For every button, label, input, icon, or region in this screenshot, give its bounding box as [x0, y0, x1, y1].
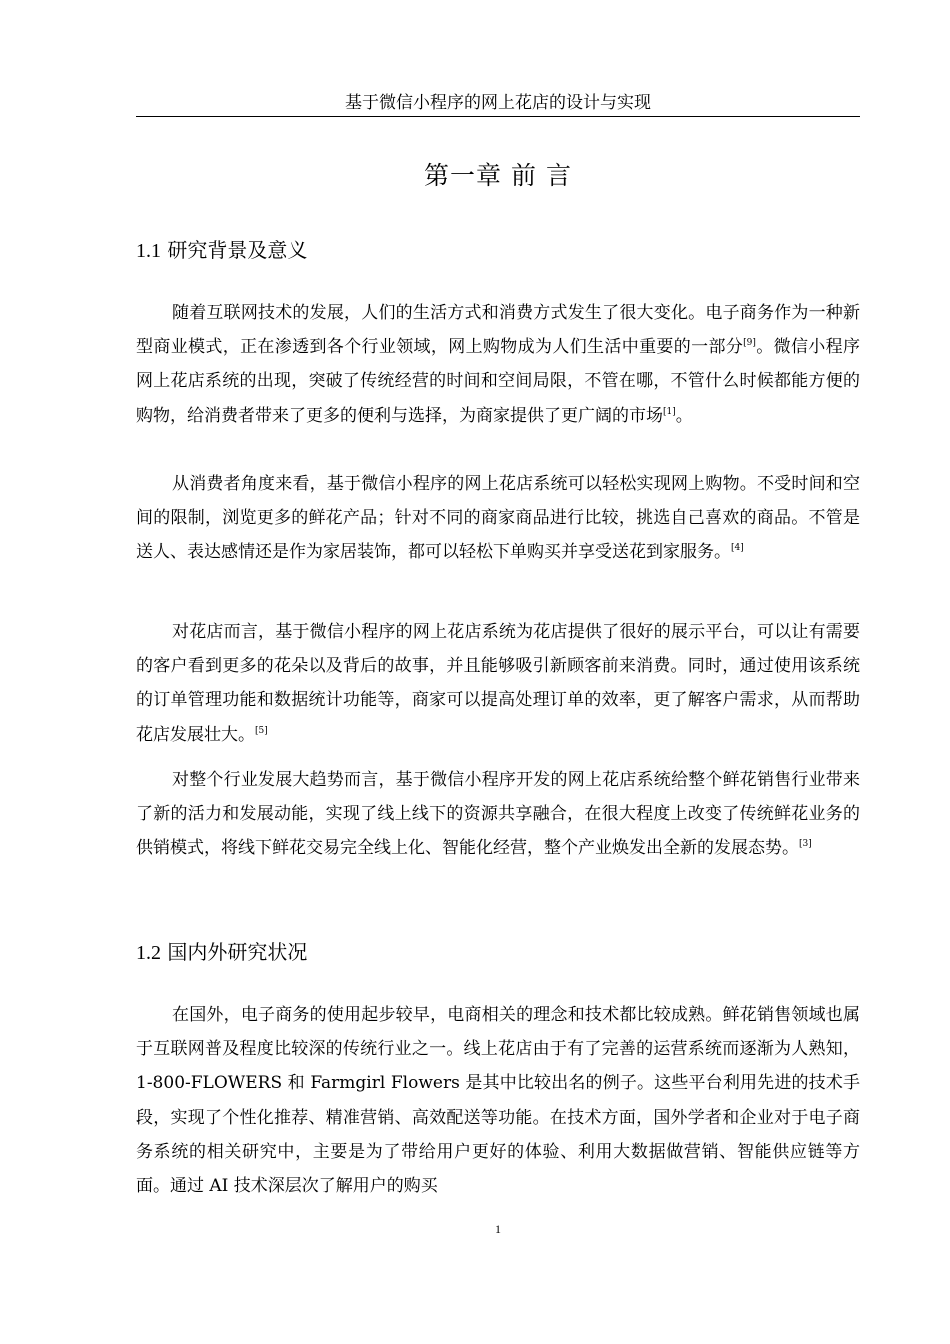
body-paragraph [136, 296, 860, 433]
paragraph-text: 在国外，电子商务的使用起步较早，电商相关的理念和技术都比较成熟。鲜花销售领域也属于互联网普及程度比较深的传统行业之一。线上花店由于有了完善的运营系统而逐渐为人熟知，1-800-FLOWERS 和 Farmgirl Flowers 是其中比较出名的例子。这些平台利用先进的技术手段，实现了个性化推荐、精准营销、高效配送等功能。在技术方面，国外学者和企业对于电子商务系统的相关研究中，主要是为了带给用户更好的体验、利用大数据做营销、智能供应链等方面。通过 AI 技术深层次了解用户的购买 [136, 1005, 860, 1197]
paragraph-text: 对整个行业发展大趋势而言，基于微信小程序开发的网上花店系统给整个鲜花销售行业带来了新的活力和发展动能，实现了线上线下的资源共享融合，在很大程度上改变了传统鲜花业务的供销模式，将线下鲜花交易完全线上化、智能化经营，整个产业焕发出全新的发展态势。 [136, 770, 860, 859]
running-header: 基于微信小程序的网上花店的设计与实现 [136, 92, 860, 117]
citation: [5] [255, 725, 268, 736]
citation: [4] [731, 543, 744, 554]
section-heading-1-1 [136, 236, 860, 265]
section-number: 1.1 [136, 240, 161, 262]
citation: [1] [663, 406, 676, 417]
body-paragraph [136, 467, 860, 570]
paragraph-text: 从消费者角度来看，基于微信小程序的网上花店系统可以轻松实现网上购物。不受时间和空间的限制，浏览更多的鲜花产品；针对不同的商家商品进行比较，挑选自己喜欢的商品。不管是送人、表达感情还是作为家居装饰，都可以轻松下单购买并享受送花到家服务。 [136, 474, 860, 563]
paragraph-text: 。 [675, 405, 693, 426]
paragraph-text: 对花店而言，基于微信小程序的网上花店系统为花店提供了很好的展示平台，可以让有需要的客户看到更多的花朵以及背后的故事，并且能够吸引新顾客前来消费。同时，通过使用该系统的订单管理功能和数据统计功能等，商家可以提高处理订单的效率，更了解客户需求，从而帮助花店发展壮大。 [136, 622, 860, 745]
chapter-title: 第一章 前 言 [424, 161, 572, 190]
section-title: 国内外研究状况 [167, 940, 308, 964]
citation: [3] [799, 839, 812, 850]
citation: [9] [743, 338, 756, 349]
section-heading-1-2 [136, 938, 860, 967]
body-paragraph [136, 615, 860, 752]
paragraph-text: 。微信小程序网上花店系统的出现，突破了传统经营的时间和空间局限，不管在哪，不管什么时候都能方便的购物，给消费者带来了更多的便利与选择，为商家提供了更广阔的市场 [136, 337, 861, 426]
page-number: 1 [495, 1222, 501, 1236]
paragraph-text: 随着互联网技术的发展，人们的生活方式和消费方式发生了很大变化。电子商务作为一种新型商业模式，正在渗透到各个行业领域，网上购物成为人们生活中重要的一部分 [136, 303, 860, 358]
section-title: 研究背景及意义 [167, 238, 308, 262]
body-paragraph [136, 763, 860, 866]
body-paragraph [136, 998, 860, 1203]
section-number: 1.2 [136, 942, 161, 964]
